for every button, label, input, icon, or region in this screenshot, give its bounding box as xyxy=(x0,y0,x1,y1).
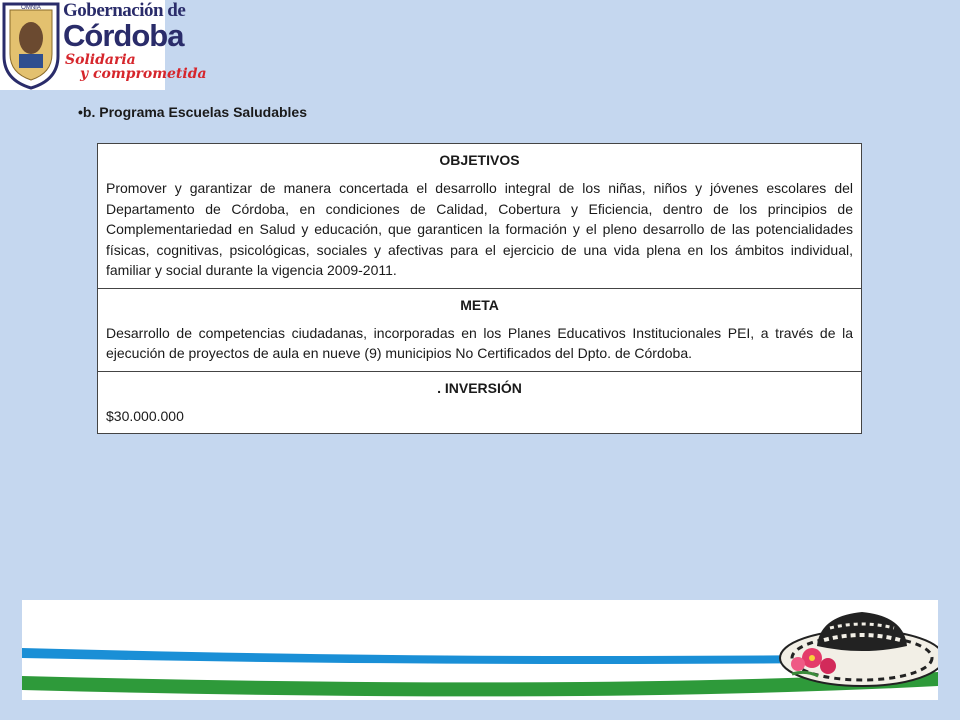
objetivos-title: OBJETIVOS xyxy=(439,152,520,168)
inversion-title: . INVERSIÓN xyxy=(437,379,522,396)
objetivos-row xyxy=(98,144,862,289)
meta-title: META xyxy=(460,296,499,313)
crest-text: OMNIA xyxy=(21,5,41,11)
logo-line-1: Gobernación de xyxy=(63,0,186,21)
program-table xyxy=(97,143,862,434)
inversion-amount: $30.000.000 xyxy=(106,407,184,424)
crest-icon xyxy=(0,0,62,90)
footer-stripes xyxy=(22,600,938,700)
gobernacion-logo xyxy=(0,0,207,90)
logo-line-2: Córdoba xyxy=(63,18,184,53)
inversion-row xyxy=(98,371,862,434)
objetivos-cell xyxy=(98,144,862,289)
meta-cell xyxy=(98,288,862,371)
section-heading: •b. Programa Escuelas Saludables xyxy=(78,104,307,120)
meta-body: Desarrollo de competencias ciudadanas, incorporadas en los Planes Educativos Institucionales PEI, a través de la ejecución de proyectos de aula en nueve (9) municipios No Certificados del Dpto. de Córdoba. xyxy=(106,324,853,361)
logo-slogan-2: y comprometida xyxy=(80,66,207,82)
footer-banner xyxy=(22,600,938,700)
inversion-cell xyxy=(98,371,862,434)
meta-row xyxy=(98,288,862,371)
objetivos-body: Promover y garantizar de manera concertada el desarrollo integral de los niñas, niños y jóvenes escolares del Departamento de Córdoba, en condiciones de Calidad, Cobertura y Eficiencia, dentro de los principios de Complementariedad en Salud y educación, que garanticen la formación y el pleno desarrollo de las potencialidades físicas, cognitivas, psicológicas, sociales y afectivas para el ejercicio de una vida plena en los ámbitos individual, familiar y social durante la vigencia 2009-2011. xyxy=(106,180,853,278)
logo-slogan-1: Solidaria xyxy=(65,52,136,68)
sombrero-icon xyxy=(780,612,938,686)
